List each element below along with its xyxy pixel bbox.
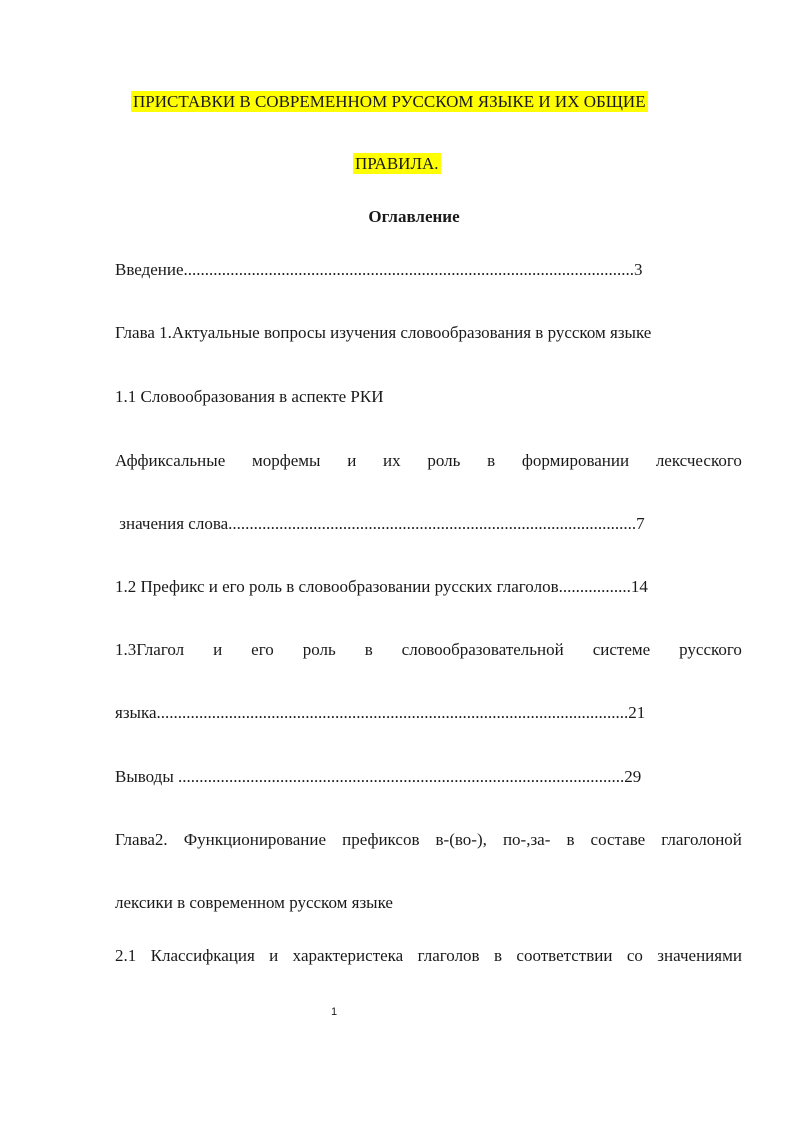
toc-word: лексческого xyxy=(655,451,742,470)
toc-word: Функционирование xyxy=(183,830,327,849)
toc-entry-chapter-1: Глава 1.Актуальные вопросы изучения словообразования в русском языке xyxy=(115,323,652,342)
toc-entry-intro: Введение..........................................................................................................3 xyxy=(115,260,643,279)
highlighted-title-text-1: ПРИСТАВКИ В СОВРЕМЕННОМ РУССКОМ ЯЗЫКЕ И ИХ ОБЩИЕ xyxy=(133,92,646,111)
toc-entry-section-1-2: 1.2 Префикс и его роль в словообразовании русских глаголов.................14 xyxy=(115,577,648,596)
toc-entry-section-2-1 xyxy=(115,945,742,967)
toc-word: словообразовательной xyxy=(401,640,564,659)
toc-entry-chapter-2-line-2: лексики в современном русском языке xyxy=(115,893,393,912)
highlighted-title-text-2: ПРАВИЛА. xyxy=(355,154,439,173)
toc-word: характеристека xyxy=(292,946,404,965)
toc-entry-affix-line-1 xyxy=(115,450,742,472)
toc-word: их xyxy=(383,451,401,470)
toc-entry-section-1-1: 1.1 Словообразования в аспекте РКИ xyxy=(115,387,384,406)
toc-word: префиксов xyxy=(342,830,420,849)
toc-word: и xyxy=(213,640,223,659)
toc-entry-chapter-2-line-1 xyxy=(115,829,742,851)
toc-word: 2.1 xyxy=(115,946,137,965)
toc-entry-affix-line-2: значения слова................................................................................................7 xyxy=(115,514,645,533)
toc-word: Классифкация xyxy=(150,946,255,965)
toc-word: в-(во-), xyxy=(435,830,487,849)
toc-word: роль xyxy=(427,451,461,470)
document-title-line-1 xyxy=(131,91,648,113)
toc-word: русского xyxy=(679,640,742,659)
toc-word: роль xyxy=(302,640,336,659)
toc-word: в xyxy=(493,946,503,965)
toc-word: 1.3Глагол xyxy=(115,640,185,659)
toc-word: и xyxy=(347,451,357,470)
page-number: 1 xyxy=(331,1006,338,1018)
toc-word: Аффиксальные xyxy=(115,451,226,470)
toc-word: в xyxy=(487,451,496,470)
toc-word: значениями xyxy=(657,946,742,965)
document-title-line-2 xyxy=(353,153,441,175)
toc-word: по-,за- xyxy=(502,830,551,849)
toc-word: со xyxy=(626,946,643,965)
toc-heading: Оглавление xyxy=(368,207,460,226)
toc-word: глаголоной xyxy=(661,830,742,849)
toc-word: морфемы xyxy=(251,451,321,470)
toc-word: Глава2. xyxy=(115,830,168,849)
toc-word: составе xyxy=(590,830,646,849)
toc-word: формировании xyxy=(521,451,630,470)
toc-word: в xyxy=(364,640,373,659)
toc-word: глаголов xyxy=(417,946,480,965)
toc-word: и xyxy=(269,946,279,965)
toc-word: системе xyxy=(592,640,651,659)
toc-entry-conclusions: Выводы .........................................................................................................29 xyxy=(115,767,642,786)
toc-word: соответствии xyxy=(516,946,613,965)
toc-entry-section-1-3-line-2: языка...............................................................................................................21 xyxy=(115,703,646,722)
toc-word: в xyxy=(566,830,575,849)
toc-entry-section-1-3-line-1 xyxy=(115,639,742,661)
toc-word: его xyxy=(251,640,274,659)
